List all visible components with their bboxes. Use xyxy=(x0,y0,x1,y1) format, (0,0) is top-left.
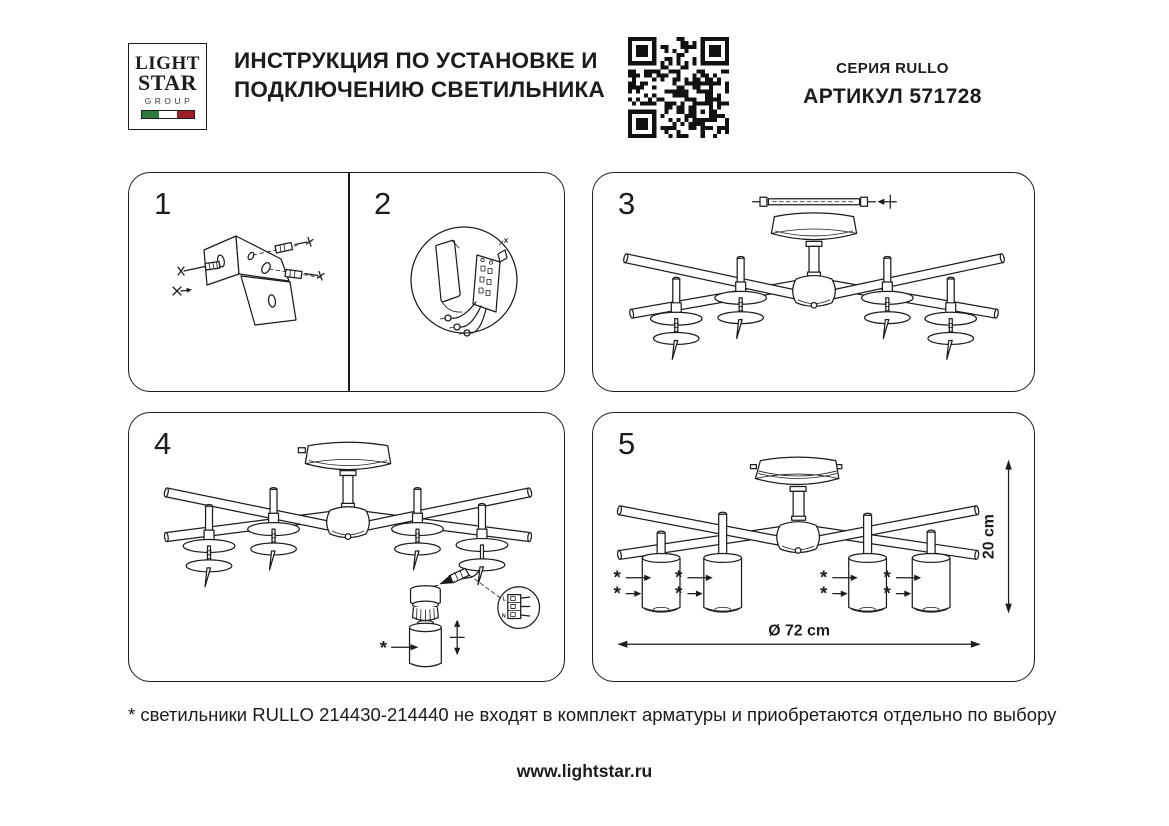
diameter-dimension xyxy=(617,622,980,647)
asterisk-mark: * xyxy=(675,582,683,604)
mounting-bar xyxy=(753,197,876,206)
lamp-holder xyxy=(650,277,702,359)
article-label: АРТИКУЛ 571728 xyxy=(803,85,982,108)
terminal-block xyxy=(473,239,508,313)
central-hub xyxy=(793,276,836,309)
title-line-1: ИНСТРУКЦИЯ ПО УСТАНОВКЕ И xyxy=(234,48,598,73)
asterisk-mark: * xyxy=(675,566,683,588)
asterisk-mark: * xyxy=(613,582,621,604)
terminal-label-n: N xyxy=(501,613,506,620)
page-title xyxy=(234,46,605,104)
diameter-label: Ø 72 cm xyxy=(768,622,830,640)
asterisk-mark: * xyxy=(819,582,828,604)
step-number: 5 xyxy=(618,426,636,461)
asterisk-mark: * xyxy=(613,566,621,588)
lamp-holder xyxy=(715,256,767,338)
step-number: 3 xyxy=(618,186,636,221)
terminal-cover xyxy=(436,240,462,312)
logo-word-light: LIGHT xyxy=(135,53,200,74)
lightstar-logo xyxy=(128,43,207,130)
title-line-2: ПОДКЛЮЧЕНИЮ СВЕТИЛЬНИКА xyxy=(234,77,605,102)
step2-wiring-drawing xyxy=(350,173,563,389)
asterisk-mark: * xyxy=(883,582,891,604)
step4-lamp-mounting-drawing xyxy=(129,413,564,681)
step5-assembled-fixture-drawing xyxy=(593,413,1034,681)
move-arrow-icon xyxy=(450,619,464,655)
lamp-cylinder xyxy=(410,623,442,667)
asterisk-mark: * xyxy=(883,566,891,588)
footnote: * светильники RULLO 214430-214440 не входят в комплект арматуры и приобретаются отдельно по выбору xyxy=(128,704,1057,725)
step-number: 2 xyxy=(374,186,392,221)
asterisk-mark: * xyxy=(379,637,388,659)
ceiling-canopy xyxy=(750,457,841,520)
panel-step-5 xyxy=(592,412,1035,682)
lamp-socket xyxy=(411,586,441,626)
lamp-holder xyxy=(862,256,914,338)
ceiling-canopy xyxy=(298,442,390,507)
ceiling-canopy xyxy=(771,213,856,276)
lamp-holder xyxy=(925,277,977,359)
step-number: 4 xyxy=(154,426,172,461)
lamp-holder xyxy=(248,488,300,570)
step1-bracket-drawing xyxy=(129,173,348,389)
asterisk-mark: * xyxy=(819,566,828,588)
lamp-holder xyxy=(183,505,235,587)
logo-word-group: GROUP xyxy=(144,96,194,107)
website-url: www.lightstar.ru xyxy=(516,761,653,781)
height-dimension xyxy=(981,460,1012,614)
screw-direction-icon xyxy=(877,195,896,208)
qr-code-icon xyxy=(628,37,729,138)
central-hub xyxy=(327,507,370,540)
central-hub xyxy=(777,522,820,554)
panel-step-4 xyxy=(128,412,565,682)
terminal-label-l: L xyxy=(502,596,506,603)
product-info xyxy=(775,60,1010,109)
screw-icon xyxy=(173,287,192,295)
step-number: 1 xyxy=(154,186,172,221)
series-label: СЕРИЯ RULLO xyxy=(836,60,949,77)
italian-flag-icon xyxy=(141,110,195,119)
lamp-holder xyxy=(392,488,444,570)
terminal-detail-callout xyxy=(498,587,540,629)
panel-steps-1-2 xyxy=(128,172,565,392)
step3-chandelier-drawing xyxy=(593,173,1034,391)
panel-step-3 xyxy=(592,172,1035,392)
logo-word-star: STAR xyxy=(137,70,198,96)
height-label: 20 cm xyxy=(980,514,998,560)
